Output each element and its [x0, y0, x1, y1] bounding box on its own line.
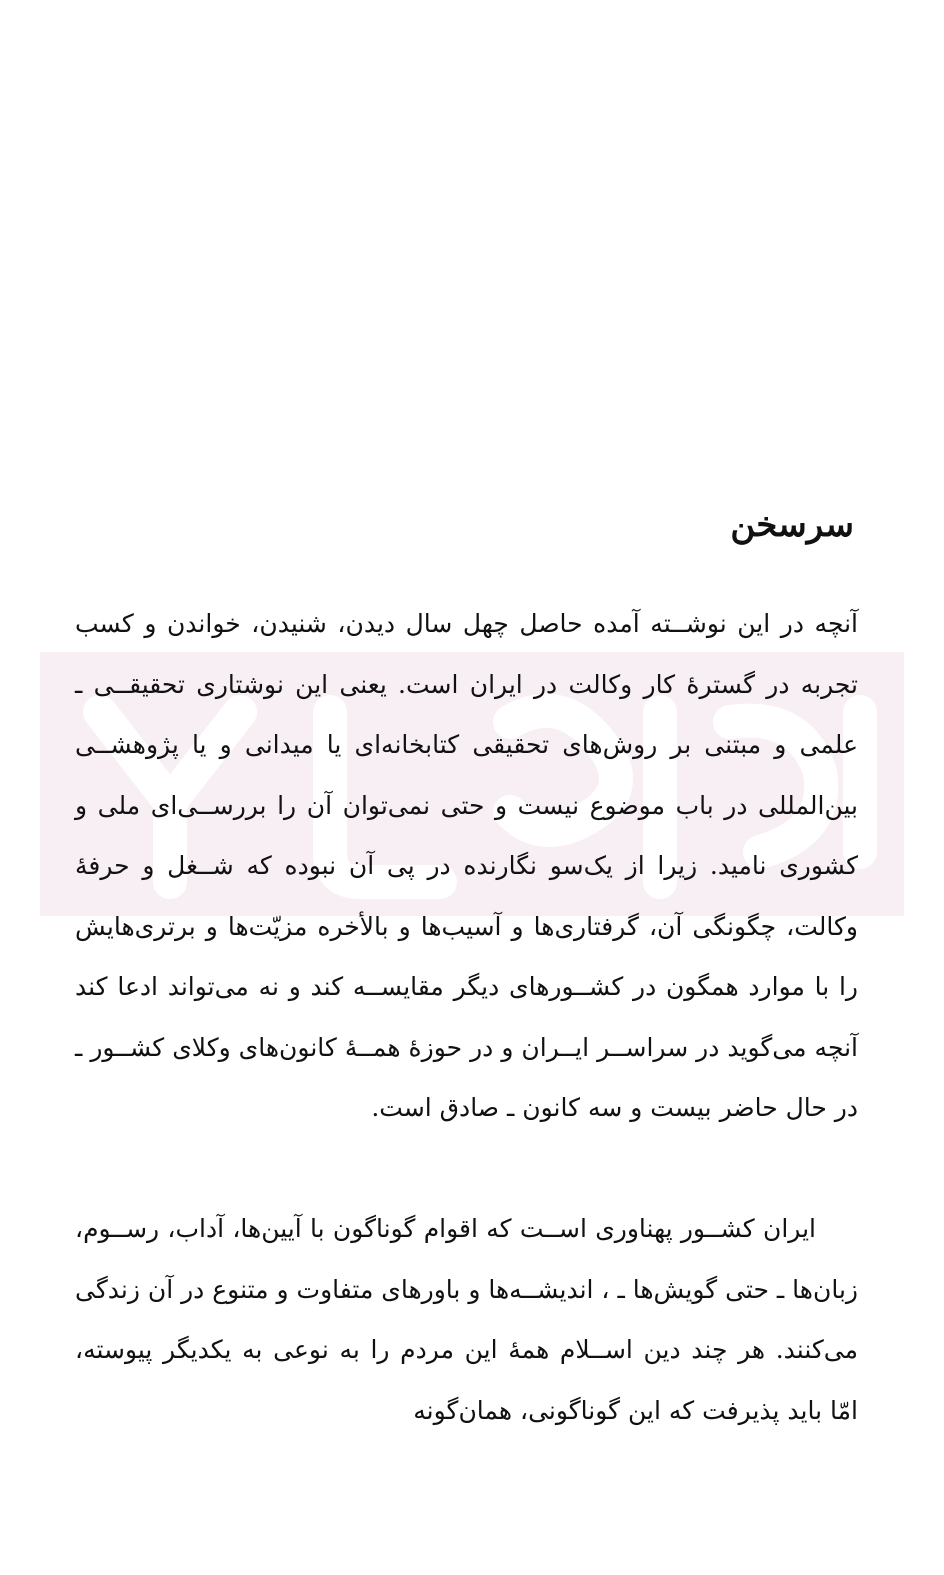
body-paragraph: آنچه در این نوشــته آمده حاصل چهل سال دیدن، شنیدن، خواندن و کسب تجربه در گسترهٔ کار وکالت در ایران است. یعنی این نوشتاری تحقیقــی ـ علمی و مبتنی بر روش‌های تحقیقی کتابخانه‌ای یا میدانی و یا پژوهشــی بین‌المللی در باب موضوع نیست و حتی نمی‌توان آن را بررســی‌ای ملی و کشوری نامید. زیرا از یک‌سو نگارنده در پی آن نبوده که شــغل و حرفهٔ وکالت، چگونگی آن، گرفتاری‌ها و آسیب‌ها و بالأخره مزیّت‌ها و برتری‌هایش را با موارد همگون در کشــورهای دیگر مقایســه کند و نه می‌تواند ادعا کند آنچه می‌گوید در سراســر ایــران و در حوزهٔ همــهٔ کانون‌های وکلای کشــور ـ در حال حاضر بیست و سه کانون ـ صادق است. [75, 609, 858, 1122]
page-heading: سرسخن [730, 505, 854, 545]
body-paragraph: ایران کشــور پهناوری اســت که اقوام گوناگون با آیین‌ها، آداب، رســوم، زبان‌ها ـ حتی گویش‌ها ـ ، اندیشــه‌ها و باورهای متفاوت و متنوع در آن زندگی می‌کنند. هر چند دین اســلام همهٔ این مردم را به نوعی به یکدیگر پیوسته، امّا باید پذیرفت که این گوناگونی، همان‌گونه [75, 1214, 858, 1425]
